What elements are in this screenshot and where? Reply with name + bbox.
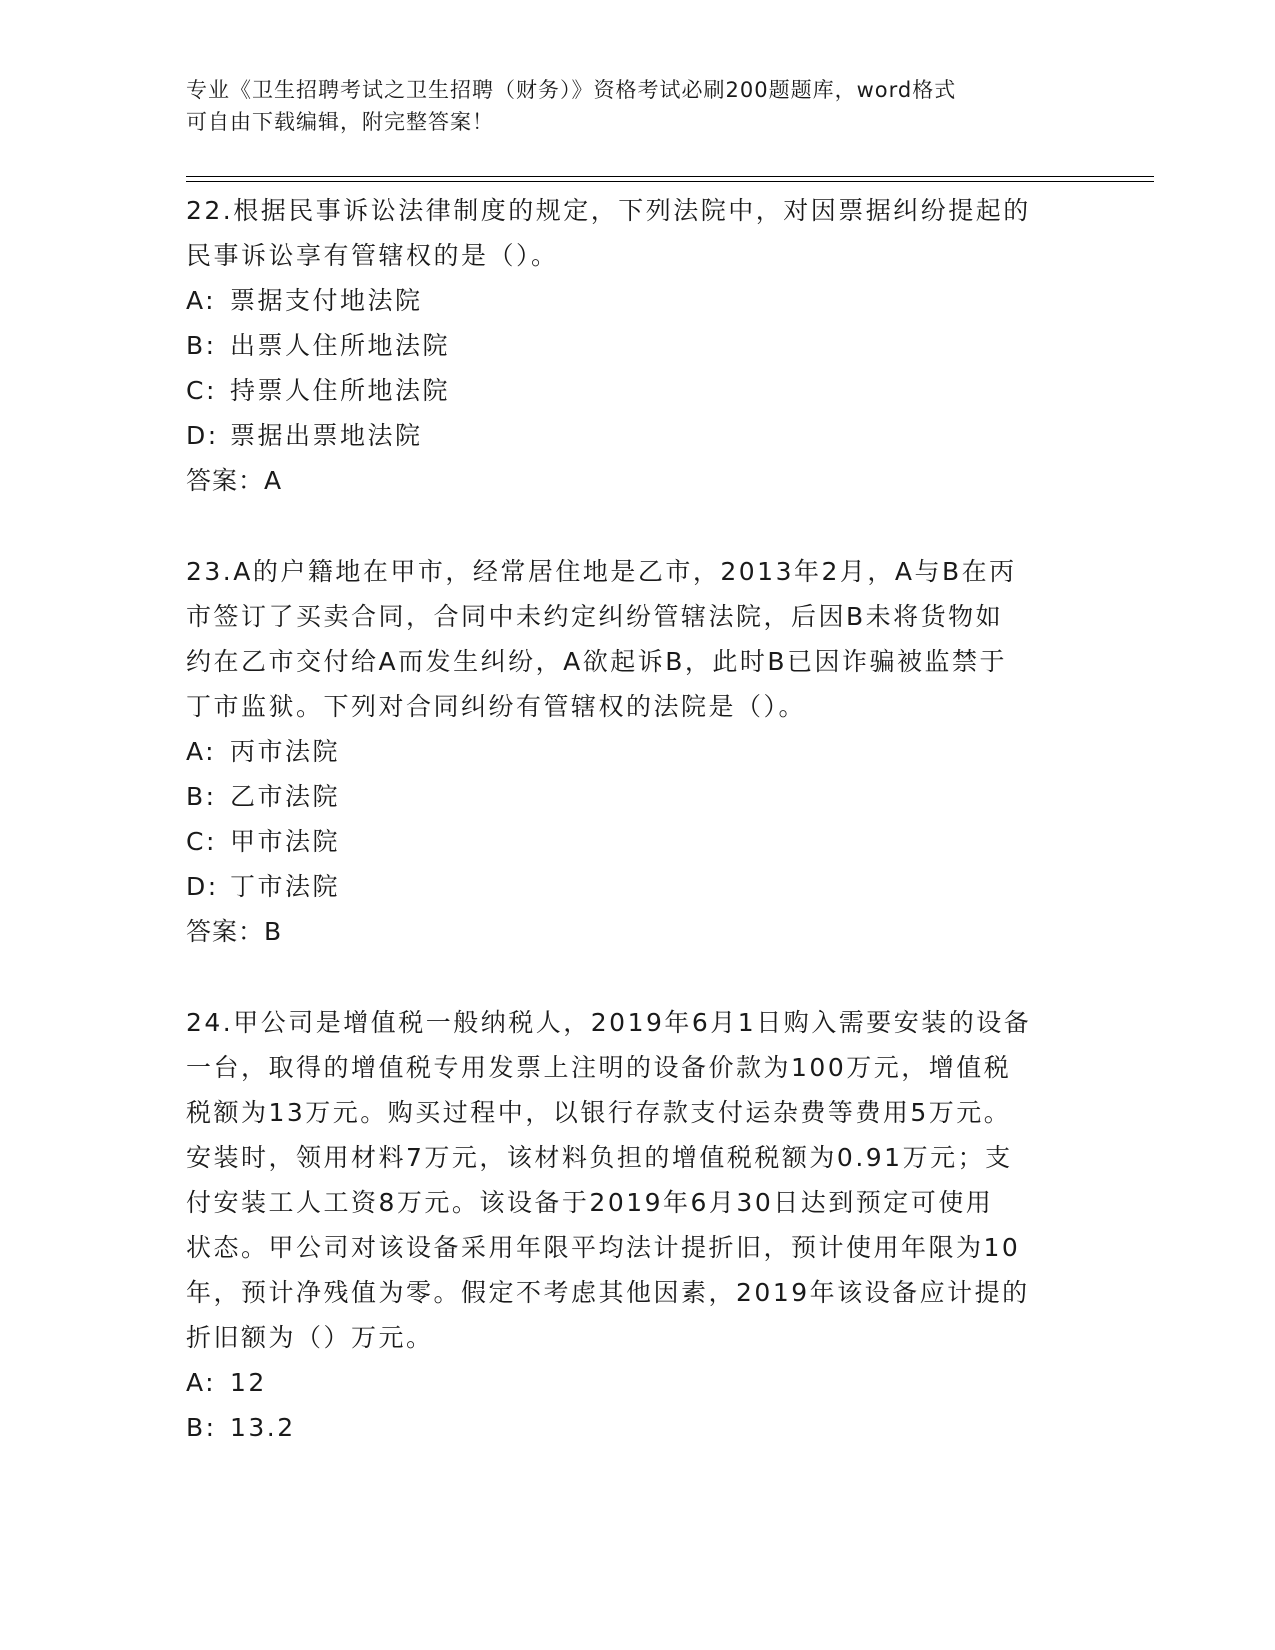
option-key: B:: [186, 782, 217, 811]
option-a: [186, 729, 1076, 774]
option-key: D:: [186, 421, 219, 450]
question-stem-line: 折旧额为（）万元。: [186, 1323, 434, 1352]
option-text: 票据支付地法院: [230, 286, 423, 315]
option-key: A:: [186, 1368, 217, 1397]
question-stem-line: 年，预计净残值为零。假定不考虑其他因素，2019年该设备应计提的: [186, 1278, 1030, 1307]
question-stem-line: 市签订了买卖合同，合同中未约定纠纷管辖法院，后因B未将货物如: [186, 602, 1004, 631]
option-key: B:: [186, 331, 217, 360]
option-d: [186, 413, 1076, 458]
question-stem-line: 23.A的户籍地在甲市，经常居住地是乙市，2013年2月，A与B在丙: [186, 557, 1017, 586]
option-text: 13.2: [230, 1413, 296, 1442]
question-stem-line: 民事诉讼享有管辖权的是（）。: [186, 241, 559, 270]
header-divider: [186, 176, 1154, 182]
question-stem-line: 税额为13万元。购买过程中，以银行存款支付运杂费等费用5万元。: [186, 1098, 1012, 1127]
option-text: 乙市法院: [230, 782, 341, 811]
option-text: 12: [230, 1368, 267, 1397]
option-a: [186, 1360, 1076, 1405]
option-text: 丙市法院: [230, 737, 341, 766]
question-stem-line: 状态。甲公司对该设备采用年限平均法计提折旧，预计使用年限为10: [186, 1233, 1021, 1262]
answer-line: 答案：A: [186, 466, 283, 495]
option-b: [186, 323, 1076, 368]
header-line-2: 可自由下载编辑，附完整答案！: [186, 110, 494, 134]
question-24: [186, 1000, 1076, 1450]
question-list: [186, 188, 1076, 1496]
option-key: C:: [186, 827, 217, 856]
option-c: [186, 368, 1076, 413]
header-line-1: 专业《卫生招聘考试之卫生招聘（财务）》资格考试必刷200题题库，word格式: [186, 78, 957, 102]
option-text: 丁市法院: [230, 872, 341, 901]
document-header: [186, 74, 1066, 138]
answer-line: 答案：B: [186, 917, 283, 946]
option-key: B:: [186, 1413, 217, 1442]
option-text: 持票人住所地法院: [230, 376, 451, 405]
option-b: [186, 774, 1076, 819]
question-stem-line: 一台，取得的增值税专用发票上注明的设备价款为100万元，增值税: [186, 1053, 1012, 1082]
question-22: [186, 188, 1076, 503]
question-stem-line: 安装时，领用材料7万元，该材料负担的增值税税额为0.91万元；支: [186, 1143, 1013, 1172]
question-stem-line: 24.甲公司是增值税一般纳税人，2019年6月1日购入需要安装的设备: [186, 1008, 1032, 1037]
option-a: [186, 278, 1076, 323]
question-stem-line: 付安装工人工资8万元。该设备于2019年6月30日达到预定可使用: [186, 1188, 994, 1217]
question-stem-line: 丁市监狱。下列对合同纠纷有管辖权的法院是（）。: [186, 692, 807, 721]
option-key: A:: [186, 737, 217, 766]
option-text: 票据出票地法院: [230, 421, 423, 450]
question-stem-line: 约在乙市交付给A而发生纠纷，A欲起诉B，此时B已因诈骗被监禁于: [186, 647, 1008, 676]
question-stem-line: 22.根据民事诉讼法律制度的规定，下列法院中，对因票据纠纷提起的: [186, 196, 1031, 225]
option-c: [186, 819, 1076, 864]
option-text: 甲市法院: [230, 827, 341, 856]
option-text: 出票人住所地法院: [230, 331, 451, 360]
option-b: [186, 1405, 1076, 1450]
question-23: [186, 549, 1076, 954]
option-d: [186, 864, 1076, 909]
option-key: C:: [186, 376, 217, 405]
option-key: D:: [186, 872, 219, 901]
option-key: A:: [186, 286, 217, 315]
